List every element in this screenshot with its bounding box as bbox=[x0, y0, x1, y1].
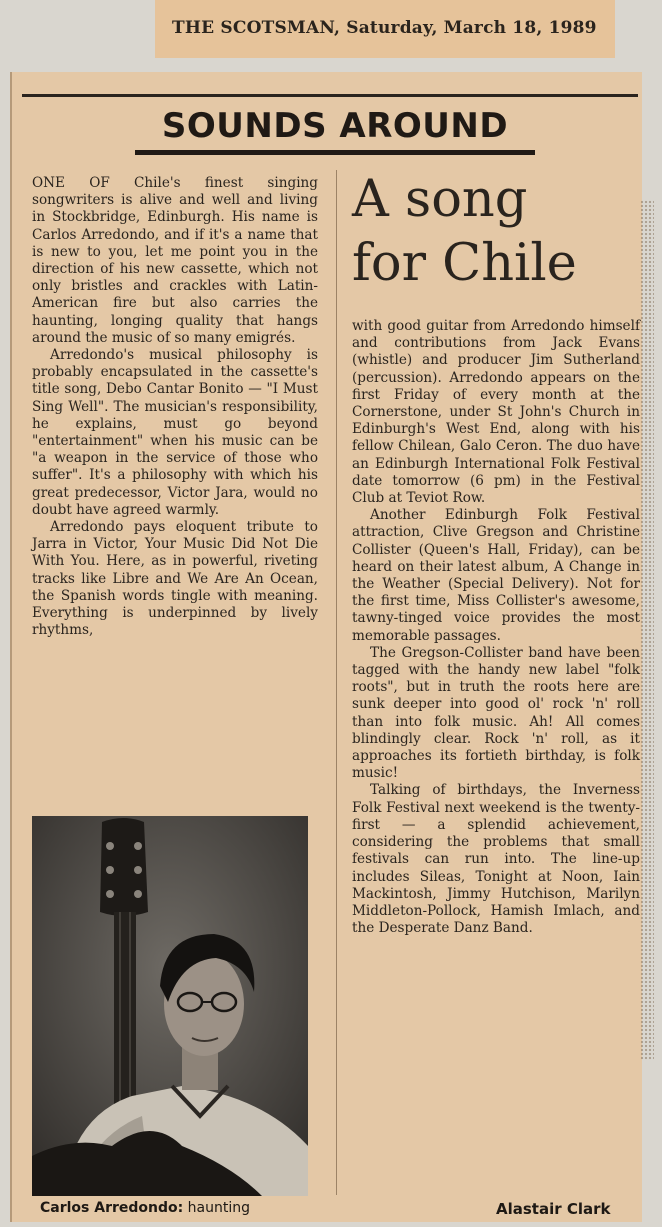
paragraph: Talking of birthdays, the Inverness Folk Festival next weekend is the twenty-first — a splendid achievement, considering the problems that small festivals can run into. The line-up includes Sileas, Tonight at Noon, Iain Mackintosh, Jimmy Hutchison, Marilyn Middleton-Pollock, Hamish Imlach, and the Desperate Danz Band. bbox=[352, 782, 640, 937]
paragraph: Arredondo pays eloquent tribute to Jarra in Victor, Your Music Did Not Die With You. Here, as in powerful, riveting tracks like Libre and We Are An Ocean, the Spanish words tingle with meaning. Everything is underpinned by lively rhythms, bbox=[32, 519, 318, 639]
paragraph: with good guitar from Arredondo himself and contributions from Jack Evans (whistle) and producer Jim Sutherland (percussion). Arredondo appears on the first Friday of every month at the Cornerstone, under St John's Church in Edinburgh's West End, along with his fellow Chilean, Galo Ceron. The duo have an Edinburgh International Folk Festival date tomorrow (6 pm) in the Festival Club at Teviot Row. bbox=[352, 318, 640, 507]
headline-line: A song bbox=[352, 170, 528, 229]
guitarist-photo bbox=[32, 816, 308, 1196]
title-rule bbox=[135, 150, 535, 155]
photo-caption bbox=[40, 1200, 250, 1216]
headline bbox=[352, 168, 642, 296]
masthead: THE SCOTSMAN, Saturday, March 18, 1989 bbox=[172, 18, 597, 38]
column-divider bbox=[336, 170, 337, 1195]
torn-edge-dots bbox=[640, 200, 654, 1060]
top-rule bbox=[22, 94, 638, 97]
guitarist-photo-image bbox=[32, 816, 308, 1196]
paragraph: Another Edinburgh Folk Festival attraction, Clive Gregson and Christine Collister (Queen's Hall, Friday), can be heard on their latest album, A Change in the Weather (Special Delivery). Not for the first time, Miss Collister's awesome, tawny-tinged voice provides the most memorable passages. bbox=[352, 507, 640, 644]
article-column-2 bbox=[352, 318, 640, 937]
caption-text: haunting bbox=[183, 1200, 251, 1216]
paragraph: Arredondo's musical philosophy is probably encapsulated in the cassette's title song, Debo Cantar Bonito — "I Must Sing Well". The musician's responsibility, he explains, must go beyond "entertainment" when his music can be "a weapon in the service of those who suffer". It's a philosophy with which his great predecessor, Victor Jara, would no doubt have agreed warmly. bbox=[32, 347, 318, 518]
paragraph: The Gregson-Collister band have been tagged with the handy new label "folk roots", but in truth the roots here are sunk deeper into good ol' rock 'n' roll than into folk music. Ah! All comes blindingly clear. Rock 'n' roll, as it approaches its fortieth birthday, is folk music! bbox=[352, 644, 640, 782]
paragraph: ONE OF Chile's finest singing songwriters is alive and well and living in Stockbridge, Edinburgh. His name is Carlos Arredondo, and if it's a name that is new to you, let me point you in the direction of his new cassette, which not only bristles and crackles with Latin-American fire but also carries the haunting, longing quality that hangs around the music of so many emigrés. bbox=[32, 175, 318, 346]
headline-line: for Chile bbox=[352, 234, 577, 293]
article-column-1 bbox=[32, 175, 318, 639]
caption-name: Carlos Arredondo: bbox=[40, 1200, 184, 1216]
byline: Alastair Clark bbox=[496, 1200, 611, 1218]
section-title: SOUNDS AROUND bbox=[161, 106, 509, 146]
